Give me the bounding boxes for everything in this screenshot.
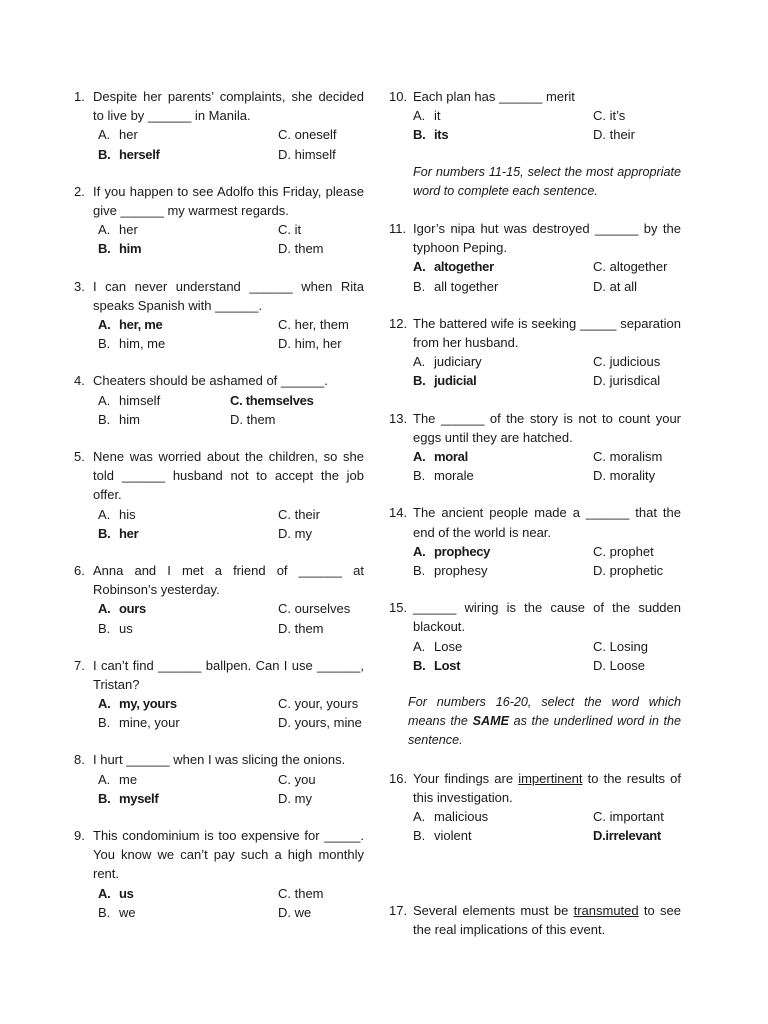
question-text-pre: The battered wife is seeking — [413, 315, 581, 331]
option-text: himself — [119, 392, 161, 408]
option-text: C. you — [278, 771, 316, 787]
option-letter: B. — [98, 904, 111, 920]
option-letter: A. — [413, 638, 426, 654]
option-letter: B. — [98, 146, 111, 162]
answer-option — [413, 561, 593, 580]
option-text: Lost — [434, 657, 461, 673]
answer-options — [389, 637, 681, 675]
answer-blank: ______ — [120, 202, 164, 218]
answer-option — [278, 713, 388, 732]
answer-option — [593, 637, 705, 656]
question-text-post: . — [324, 373, 328, 389]
option-text: it — [434, 108, 441, 124]
option-letter: B. — [98, 411, 111, 427]
question-number: 9. — [74, 828, 85, 844]
option-text: D.irrelevant — [593, 828, 661, 844]
answer-option — [413, 125, 593, 144]
answer-blank: ______ — [298, 562, 343, 578]
option-text: altogether — [434, 259, 494, 275]
answer-option — [413, 637, 593, 656]
question-number: 6. — [74, 562, 85, 578]
option-text: moral — [434, 448, 468, 464]
option-text: all together — [434, 278, 499, 294]
answer-blank: ______ — [158, 657, 202, 673]
question-text-pre: I can never understand — [93, 278, 250, 294]
question-number: 14. — [389, 505, 408, 521]
question-number: 16. — [389, 770, 408, 786]
option-text: C. it’s — [593, 108, 626, 124]
question-number: 3. — [74, 278, 85, 294]
answer-option — [593, 447, 705, 466]
question-text-pre: This condominium is too expensive for — [93, 828, 325, 844]
answer-option — [593, 257, 705, 276]
question-text-post: husband not to accept the job offer. — [93, 468, 365, 503]
option-text: D. them — [230, 411, 276, 427]
option-text: him — [119, 241, 142, 257]
answer-blank: ______ — [440, 410, 485, 426]
instructions-11-15 — [389, 163, 681, 201]
instructions-emphasis: SAME — [472, 714, 509, 729]
answer-option — [278, 220, 388, 239]
question-number: 13. — [389, 410, 408, 426]
option-text: us — [119, 885, 134, 901]
answer-options — [389, 257, 681, 295]
option-text: C. moralism — [593, 448, 663, 464]
option-text: myself — [119, 790, 159, 806]
question-text-pre: Nene was worried about the children, so she told — [93, 448, 364, 484]
option-text: his — [119, 506, 136, 522]
answer-option — [413, 807, 593, 826]
answer-blank: ______ — [147, 108, 192, 124]
question-item — [389, 314, 681, 391]
answer-option — [593, 466, 705, 485]
question-text-pre: I hurt — [93, 752, 127, 768]
option-letter: A. — [98, 222, 111, 238]
option-text: C. them — [278, 885, 324, 901]
answer-blank: ______ — [594, 220, 639, 236]
option-text: prophesy — [434, 562, 488, 578]
option-text: morale — [434, 468, 474, 484]
option-text: judicial — [434, 373, 477, 389]
question-text-post: when I was slicing the onions. — [169, 752, 346, 768]
answer-options — [389, 807, 681, 845]
answer-option — [98, 125, 278, 144]
option-letter: A. — [98, 316, 111, 332]
answer-blank: _____ — [324, 828, 361, 844]
blank-space — [389, 863, 681, 901]
option-letter: A. — [413, 108, 426, 124]
question-text — [74, 561, 364, 599]
answer-option — [278, 903, 388, 922]
option-text: C. ourselves — [278, 601, 351, 617]
answer-option — [98, 334, 278, 353]
option-letter: A. — [413, 448, 426, 464]
option-letter: A. — [98, 392, 111, 408]
answer-option — [593, 277, 705, 296]
option-text: D. them — [278, 620, 324, 636]
option-text: prophecy — [434, 543, 491, 559]
question-text-post: to the results of this investigation. — [413, 770, 681, 805]
question-item — [389, 219, 681, 296]
answer-option — [593, 371, 705, 390]
option-letter: B. — [98, 525, 111, 541]
question-text — [389, 901, 681, 939]
question-number: 7. — [74, 657, 85, 673]
answer-options — [389, 447, 681, 485]
question-text-post: that the end of the world is near. — [413, 505, 681, 540]
question-item — [74, 656, 364, 733]
option-text: C. her, them — [278, 316, 349, 332]
option-text: her — [119, 525, 139, 541]
instructions-text: For numbers 11-15, select the most appropriate word to complete each sentence. — [413, 164, 681, 198]
question-text-post: in Manila. — [191, 108, 251, 124]
option-text: her, me — [119, 316, 163, 332]
option-letter: B. — [413, 127, 426, 143]
option-text: D. their — [593, 127, 635, 143]
question-number: 15. — [389, 600, 408, 616]
option-text: C. Losing — [593, 638, 648, 654]
answer-option — [413, 277, 593, 296]
question-text — [74, 750, 364, 769]
question-item — [389, 598, 681, 675]
answer-option — [278, 145, 388, 164]
answer-option — [98, 789, 278, 808]
question-text-post: to see the real implications of this event. — [413, 903, 682, 938]
option-letter: A. — [413, 354, 426, 370]
answer-option — [278, 770, 388, 789]
question-number: 1. — [74, 89, 85, 104]
answer-blank: _____ — [580, 315, 617, 331]
option-letter: B. — [413, 562, 426, 578]
question-text-pre: Despite her parents’ complaints, she decided to live by — [93, 89, 364, 124]
answer-option — [593, 352, 705, 371]
option-text: judiciary — [434, 354, 482, 370]
option-text: Lose — [434, 638, 463, 654]
question-number: 17. — [389, 903, 408, 919]
option-text: D. them — [278, 241, 324, 257]
question-text — [74, 826, 364, 884]
answer-option — [593, 125, 705, 144]
answer-option — [413, 447, 593, 466]
option-text: C. themselves — [230, 392, 314, 408]
option-text: C. their — [278, 506, 320, 522]
question-item — [389, 901, 681, 939]
answer-option — [230, 410, 388, 429]
question-text-pre: Several elements must be — [413, 903, 574, 919]
answer-option — [98, 315, 278, 334]
answer-option — [593, 826, 705, 845]
question-text-pre: Your findings are — [413, 770, 519, 786]
answer-option — [98, 410, 230, 429]
question-text-post: by the typhoon Peping. — [413, 220, 681, 256]
option-text: C. it — [278, 222, 302, 238]
option-letter: B. — [413, 657, 426, 673]
option-letter: B. — [98, 790, 111, 806]
option-letter: B. — [98, 620, 111, 636]
answer-option — [98, 599, 278, 618]
option-text: him — [119, 411, 140, 427]
answer-option — [278, 334, 388, 353]
option-text: D. him, her — [278, 336, 342, 352]
question-item — [389, 409, 681, 486]
answer-blank: ______ — [413, 600, 457, 616]
question-item — [74, 371, 364, 429]
option-text: mine, your — [119, 715, 180, 731]
question-number: 11. — [389, 220, 407, 236]
option-text: herself — [119, 146, 160, 162]
option-text: him, me — [119, 336, 166, 352]
question-item — [74, 561, 364, 638]
question-number: 8. — [74, 752, 85, 768]
question-item — [389, 503, 681, 580]
question-text-post: . You know we can’t pay such a high monthly rent. — [93, 828, 364, 882]
question-item — [74, 447, 364, 543]
answer-option — [413, 656, 593, 675]
answer-option — [98, 619, 278, 638]
answer-blank: ______ — [249, 278, 293, 294]
question-text-post: of the story is not to count your eggs until they are hatched. — [413, 410, 682, 445]
option-text: D. himself — [278, 146, 336, 162]
instructions-text-pre: For numbers 16-20, select the word which means the — [408, 694, 681, 729]
question-item — [389, 769, 681, 846]
answer-option — [413, 371, 593, 390]
answer-blank: ______ — [121, 468, 166, 484]
option-text: C. important — [593, 808, 664, 824]
option-letter: B. — [413, 373, 426, 389]
question-item — [389, 87, 681, 145]
option-text: C. oneself — [278, 127, 337, 143]
option-letter: A. — [413, 808, 426, 824]
option-letter: B. — [98, 715, 111, 731]
answer-option — [98, 239, 278, 258]
question-text-pre: Cheaters should be ashamed of — [93, 373, 281, 389]
option-letter: B. — [98, 241, 111, 257]
answer-option — [98, 524, 278, 543]
option-text: D. morality — [593, 468, 656, 484]
answer-option — [413, 466, 593, 485]
option-text: D. yours, mine — [278, 715, 362, 731]
answer-option — [278, 884, 388, 903]
question-text-pre: Anna and I met a friend of — [93, 562, 299, 578]
instructions-text-post: as the underlined word in the sentence. — [408, 714, 681, 748]
answer-option — [278, 125, 388, 144]
option-text: D. Loose — [593, 657, 646, 673]
question-number: 2. — [74, 183, 85, 199]
option-text: C. altogether — [593, 259, 668, 275]
answer-options — [74, 770, 364, 808]
answer-blank: ______ — [499, 89, 543, 104]
answer-option — [278, 505, 388, 524]
option-letter: B. — [98, 336, 111, 352]
answer-option — [98, 884, 278, 903]
option-letter: A. — [98, 601, 111, 617]
question-item — [74, 277, 364, 354]
answer-option — [278, 599, 388, 618]
question-text-pre: If you happen to see Adolfo this Friday, please give — [93, 183, 364, 218]
option-text: we — [119, 904, 136, 920]
answer-options — [74, 694, 364, 732]
option-text: us — [119, 620, 133, 636]
option-letter: A. — [98, 127, 111, 143]
question-text-post: merit — [542, 89, 575, 104]
option-text: her — [119, 222, 138, 238]
option-text: ours — [119, 601, 146, 617]
option-letter: A. — [98, 696, 111, 712]
option-letter: A. — [98, 506, 111, 522]
option-letter: A. — [98, 885, 111, 901]
option-text: D. jurisdical — [593, 373, 661, 389]
question-text-post: at Robinson’s yesterday. — [93, 562, 364, 598]
question-text-post: separation from her husband. — [413, 315, 681, 350]
question-text — [74, 182, 364, 220]
answer-options — [74, 599, 364, 637]
option-text: C. your, yours — [278, 696, 359, 712]
question-text-pre: Each plan has — [413, 89, 500, 104]
question-text-pre: Igor’s nipa hut was destroyed — [413, 220, 595, 236]
option-text: my, yours — [119, 696, 177, 712]
option-text: C. prophet — [593, 543, 654, 559]
underlined-word: transmuted — [573, 903, 639, 919]
question-text — [389, 769, 681, 807]
answer-option — [230, 391, 388, 410]
left-column — [74, 87, 364, 940]
option-letter: A. — [98, 771, 111, 787]
answer-options — [74, 391, 364, 429]
question-text — [74, 447, 364, 505]
option-text: D. we — [278, 904, 312, 920]
option-letter: A. — [413, 259, 426, 275]
answer-option — [98, 713, 278, 732]
answer-option — [98, 694, 278, 713]
option-text: D. my — [278, 525, 312, 541]
instructions-16-20 — [389, 693, 681, 751]
question-item — [74, 87, 364, 164]
question-text — [389, 409, 681, 447]
answer-options — [74, 220, 364, 258]
question-text — [389, 314, 681, 352]
answer-option — [278, 789, 388, 808]
answer-option — [278, 315, 388, 334]
question-text-pre: The ancient people made a — [413, 505, 586, 521]
answer-option — [98, 220, 278, 239]
option-text: C. judicious — [593, 354, 661, 370]
answer-options — [74, 505, 364, 543]
option-text: D. at all — [593, 278, 638, 294]
answer-option — [593, 656, 705, 675]
option-text: malicious — [434, 808, 489, 824]
question-text — [74, 371, 364, 390]
answer-option — [593, 807, 705, 826]
answer-option — [413, 352, 593, 371]
option-letter: A. — [413, 543, 426, 559]
option-letter: B. — [413, 278, 426, 294]
question-text — [389, 219, 681, 257]
answer-option — [413, 542, 593, 561]
question-item — [74, 750, 364, 808]
question-text-post: when Rita speaks Spanish with ______. — [93, 278, 365, 313]
answer-option — [98, 145, 278, 164]
question-item — [74, 826, 364, 922]
question-text — [74, 87, 364, 125]
answer-option — [98, 505, 278, 524]
option-text: D. my — [278, 790, 312, 806]
option-text: me — [119, 771, 138, 787]
answer-blank: ______ — [280, 373, 325, 389]
right-column — [389, 87, 681, 958]
question-text — [74, 277, 364, 315]
question-text-pre: I can’t find — [93, 657, 159, 673]
question-text — [389, 598, 681, 636]
option-text: D. prophetic — [593, 562, 664, 578]
question-number: 12. — [389, 315, 408, 331]
underlined-word: impertinent — [518, 770, 583, 786]
answer-option — [593, 542, 705, 561]
answer-option — [278, 619, 388, 638]
answer-option — [413, 826, 593, 845]
question-number: 10. — [389, 89, 408, 104]
answer-blank: ______ — [126, 752, 170, 768]
answer-option — [413, 106, 593, 125]
answer-option — [593, 561, 705, 580]
question-text-post: my warmest regards. — [163, 202, 289, 218]
question-number: 4. — [74, 373, 85, 389]
option-letter: B. — [413, 468, 426, 484]
answer-option — [278, 524, 388, 543]
option-text: violent — [434, 828, 472, 844]
question-text-pre: The — [413, 410, 441, 426]
answer-options — [74, 315, 364, 353]
answer-option — [278, 694, 388, 713]
answer-option — [98, 770, 278, 789]
question-text-post: ballpen. Can I use ______, Tristan? — [93, 657, 364, 692]
option-letter: B. — [413, 828, 426, 844]
answer-option — [98, 391, 230, 410]
option-text: its — [434, 127, 449, 143]
answer-options — [74, 125, 364, 163]
question-text — [389, 87, 681, 106]
answer-option — [413, 257, 593, 276]
option-text: her — [119, 127, 138, 143]
answer-option — [278, 239, 388, 258]
answer-options — [389, 352, 681, 390]
answer-option — [98, 903, 278, 922]
question-text — [389, 503, 681, 541]
answer-options — [389, 542, 681, 580]
answer-blank: ______ — [585, 505, 630, 521]
question-number: 5. — [74, 448, 85, 464]
question-item — [74, 182, 364, 259]
question-text-post: wiring is the cause of the sudden blackout. — [413, 600, 681, 635]
answer-options — [74, 884, 364, 922]
question-text — [74, 656, 364, 694]
answer-option — [593, 106, 705, 125]
answer-options — [389, 106, 681, 144]
